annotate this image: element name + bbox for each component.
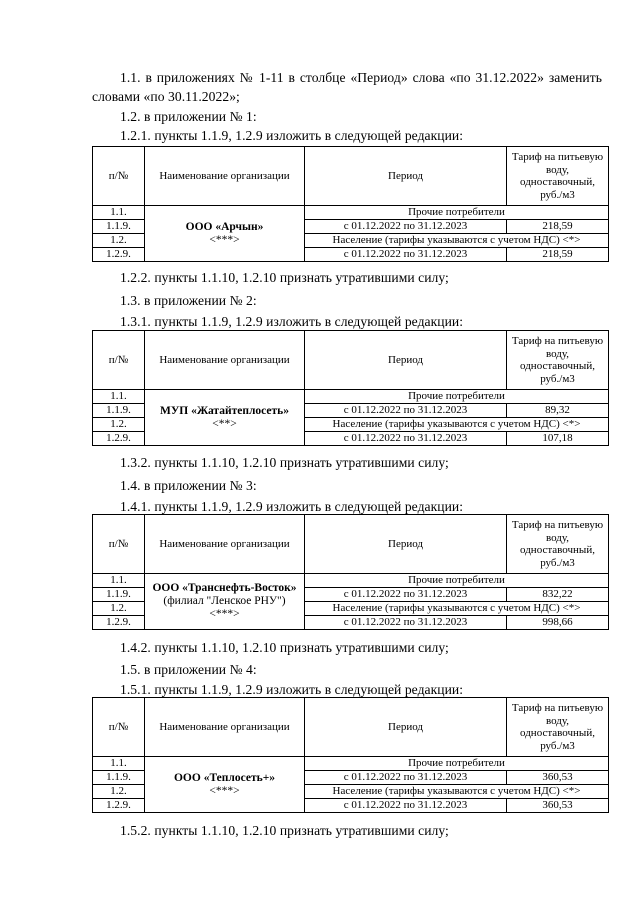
paragraph-1-5: 1.5. в приложении № 4: (120, 662, 257, 677)
period-cell: с 01.12.2022 по 31.12.2023 (305, 404, 507, 418)
tariff-value: 360,53 (507, 799, 609, 813)
header-num: п/№ (93, 331, 145, 390)
paragraph-1-3: 1.3. в приложении № 2: (120, 293, 257, 308)
tariff-value: 107,18 (507, 432, 609, 446)
paragraph-1-5-2: 1.5.2. пункты 1.1.10, 1.2.10 признать утратившими силу; (120, 823, 449, 838)
tariff-table-4 (92, 697, 609, 813)
period-cell: с 01.12.2022 по 31.12.2023 (305, 248, 507, 262)
category-population: Население (тарифы указываются с учетом НДС) <*> (305, 234, 609, 248)
row-number: 1.2. (93, 234, 145, 248)
organization-name: ООО «Транснефть-Восток» (152, 582, 297, 594)
organization-note: <**> (212, 417, 237, 430)
tariff-table-2 (92, 330, 609, 446)
row-number: 1.2. (93, 418, 145, 432)
paragraph-1-4: 1.4. в приложении № 3: (120, 478, 257, 493)
tariff-value: 89,32 (507, 404, 609, 418)
header-num: п/№ (93, 698, 145, 757)
table-row (93, 757, 609, 771)
paragraph-1-2-2: 1.2.2. пункты 1.1.10, 1.2.10 признать утратившими силу; (120, 270, 449, 285)
paragraph-1-4-2: 1.4.2. пункты 1.1.10, 1.2.10 признать утратившими силу; (120, 640, 449, 655)
header-tariff: Тариф на питьевую воду, одноставочный, руб./м3 (507, 698, 609, 757)
tariff-value: 998,66 (507, 616, 609, 630)
row-number: 1.2.9. (93, 616, 145, 630)
row-number: 1.2.9. (93, 799, 145, 813)
header-org: Наименование организации (145, 515, 305, 574)
organization-name: ООО «Арчын» (185, 220, 264, 233)
period-cell: с 01.12.2022 по 31.12.2023 (305, 771, 507, 785)
header-period: Период (305, 147, 507, 206)
organization-name: ООО «Теплосеть+» (173, 771, 275, 784)
organization-cell (145, 390, 305, 446)
row-number: 1.2.9. (93, 248, 145, 262)
header-org: Наименование организации (145, 147, 305, 206)
category-population: Население (тарифы указываются с учетом НДС) <*> (305, 418, 609, 432)
organization-note: <***> (209, 608, 240, 620)
period-cell: с 01.12.2022 по 31.12.2023 (305, 220, 507, 234)
period-cell: с 01.12.2022 по 31.12.2023 (305, 616, 507, 630)
table-row (93, 206, 609, 220)
table-row (93, 390, 609, 404)
row-number: 1.1. (93, 390, 145, 404)
header-tariff: Тариф на питьевую воду, одноставочный, руб./м3 (507, 331, 609, 390)
organization-note: <***> (209, 784, 240, 797)
organization-subname: (филиал "Ленское РНУ") (163, 595, 286, 607)
organization-name: МУП «Жатайтеплосеть» (160, 404, 289, 417)
category-other: Прочие потребители (305, 574, 609, 588)
header-num: п/№ (93, 515, 145, 574)
tariff-table-3 (92, 514, 609, 630)
paragraph-1-3-2: 1.3.2. пункты 1.1.10, 1.2.10 признать утратившими силу; (120, 455, 449, 470)
category-other: Прочие потребители (305, 757, 609, 771)
header-org: Наименование организации (145, 331, 305, 390)
table-row (93, 574, 609, 588)
paragraph-1-4-1: 1.4.1. пункты 1.1.9, 1.2.9 изложить в следующей редакции: (120, 499, 464, 514)
header-period: Период (305, 331, 507, 390)
header-tariff: Тариф на питьевую воду, одноставочный, руб./м3 (507, 147, 609, 206)
paragraph-1-3-1: 1.3.1. пункты 1.1.9, 1.2.9 изложить в следующей редакции: (120, 314, 464, 329)
row-number: 1.2.9. (93, 432, 145, 446)
paragraph-1-1: 1.1. в приложениях № 1-11 в столбце «Период» слова «по 31.12.2022» заменить словами «по 30.11.2022»; (92, 70, 602, 104)
row-number: 1.1.9. (93, 771, 145, 785)
paragraph-1-2-1: 1.2.1. пункты 1.1.9, 1.2.9 изложить в следующей редакции: (120, 128, 464, 143)
row-number: 1.1.9. (93, 404, 145, 418)
organization-note: <***> (209, 233, 240, 246)
row-number: 1.1.9. (93, 220, 145, 234)
row-number: 1.1. (93, 574, 145, 588)
category-other: Прочие потребители (305, 390, 609, 404)
row-number: 1.2. (93, 785, 145, 799)
table-header-row (93, 331, 609, 390)
tariff-value: 360,53 (507, 771, 609, 785)
table-header-row (93, 515, 609, 574)
paragraph-1-5-1: 1.5.1. пункты 1.1.9, 1.2.9 изложить в следующей редакции: (120, 682, 464, 697)
header-tariff: Тариф на питьевую воду, одноставочный, руб./м3 (507, 515, 609, 574)
table-header-row (93, 698, 609, 757)
tariff-value: 218,59 (507, 220, 609, 234)
organization-cell (145, 206, 305, 262)
header-num: п/№ (93, 147, 145, 206)
category-population: Население (тарифы указываются с учетом НДС) <*> (305, 602, 609, 616)
header-period: Период (305, 698, 507, 757)
row-number: 1.1. (93, 206, 145, 220)
category-population: Население (тарифы указываются с учетом НДС) <*> (305, 785, 609, 799)
period-cell: с 01.12.2022 по 31.12.2023 (305, 588, 507, 602)
tariff-value: 218,59 (507, 248, 609, 262)
tariff-value: 832,22 (507, 588, 609, 602)
row-number: 1.2. (93, 602, 145, 616)
header-period: Период (305, 515, 507, 574)
organization-cell (145, 757, 305, 813)
period-cell: с 01.12.2022 по 31.12.2023 (305, 432, 507, 446)
table-header-row (93, 147, 609, 206)
tariff-table-1 (92, 146, 609, 262)
header-org: Наименование организации (145, 698, 305, 757)
paragraph-1-2: 1.2. в приложении № 1: (120, 109, 257, 124)
organization-cell (145, 574, 305, 630)
period-cell: с 01.12.2022 по 31.12.2023 (305, 799, 507, 813)
category-other: Прочие потребители (305, 206, 609, 220)
row-number: 1.1.9. (93, 588, 145, 602)
row-number: 1.1. (93, 757, 145, 771)
